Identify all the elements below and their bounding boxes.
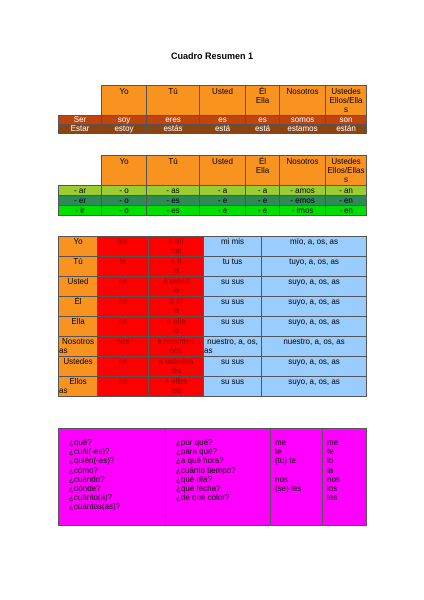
table-row	[59, 297, 367, 317]
table-cell: - en	[326, 206, 367, 216]
table-row	[59, 237, 367, 257]
header-nosotros: Nosotros	[280, 156, 326, 186]
cell-line: nuestro, a, os, as	[283, 337, 345, 346]
cell-line: a usted	[162, 277, 190, 286]
cell-line: Usted	[67, 277, 89, 286]
table-row	[59, 125, 367, 134]
header-yo: Yo	[102, 86, 147, 116]
cell-line: as	[204, 346, 213, 355]
cell-line: se	[118, 357, 128, 366]
list-item: los	[327, 484, 338, 494]
table-cell	[98, 317, 149, 337]
table-cell	[262, 317, 367, 337]
table-cell	[262, 377, 367, 397]
table-cell	[149, 277, 204, 297]
list-item: ¿cuánto(a)?	[69, 493, 113, 503]
pronouns-col-4	[323, 429, 367, 526]
table-cell: eres	[147, 116, 200, 125]
cell-line: suyo, a, os, as	[288, 277, 340, 286]
cell-line: nos	[116, 337, 130, 346]
list-item: ¿para qué?	[176, 447, 217, 457]
corner-cell	[59, 156, 102, 186]
table-row	[59, 357, 367, 377]
cell-line: a él	[169, 297, 183, 306]
cell-line: suyo, a, os, as	[288, 357, 340, 366]
table-cell: - e	[200, 206, 246, 216]
cell-line: se	[118, 277, 128, 286]
table-row	[59, 377, 367, 397]
list-item: (tú) te	[275, 456, 296, 466]
cell-line: tu tus	[222, 257, 243, 266]
row-label: Ser	[59, 116, 102, 125]
row-label	[59, 297, 98, 317]
cell-line: le	[172, 286, 180, 295]
list-item	[275, 466, 322, 475]
question-words-col-1	[59, 429, 166, 526]
table-cell: - a	[200, 186, 246, 196]
header-el: Él	[258, 87, 267, 96]
cell-line: mío, a, os, as	[289, 237, 339, 246]
table-row	[59, 116, 367, 125]
cell-line: te	[119, 257, 127, 266]
list-item: ¿de qué color?	[176, 493, 230, 503]
header-row	[59, 156, 367, 186]
list-item: te	[275, 447, 282, 457]
question-words-col-2	[166, 429, 271, 526]
table-cell	[262, 237, 367, 257]
header-tu: Tú	[147, 156, 200, 186]
table-cell: está	[246, 125, 280, 134]
table-row	[59, 257, 367, 277]
table-cell	[149, 257, 204, 277]
list-item: ¿cuál(-es)?	[69, 447, 110, 457]
pronouns-col-3	[271, 429, 323, 526]
table-cell	[204, 257, 262, 277]
table-cell: - o	[102, 206, 147, 216]
table-cell: - o	[102, 186, 147, 196]
table-cell: - an	[326, 186, 367, 196]
table-cell	[149, 357, 204, 377]
table-cell: - e	[200, 196, 246, 206]
cell-line: suyo, a, os, as	[288, 297, 340, 306]
table-cell: - e	[246, 206, 280, 216]
cell-line: a mí	[168, 237, 184, 246]
question-words-table	[58, 428, 367, 526]
cell-line: a ti	[170, 257, 182, 266]
row-label	[59, 377, 98, 397]
ser-estar-table	[58, 85, 367, 134]
cell-line: suyo, a, os, as	[288, 377, 340, 386]
list-item: la	[327, 465, 334, 475]
list-item: ¿a qué hora?	[176, 456, 224, 466]
cell-line: a nosotros	[157, 337, 195, 346]
list-item: ¿dónde?	[69, 484, 101, 494]
row-label: - ar	[59, 186, 102, 196]
table-cell	[204, 377, 262, 397]
cell-line: le	[172, 326, 180, 335]
list-item: ¿cuánto tiempo?	[176, 465, 236, 475]
header-tu: Tú	[147, 86, 200, 116]
cell-line: a ella	[166, 317, 186, 326]
list-item: ¿cómo?	[69, 465, 98, 475]
table-cell: - es	[147, 206, 200, 216]
list-item: me	[275, 438, 287, 447]
cell-line: a ustedes	[158, 357, 194, 366]
table-cell	[149, 337, 204, 357]
cell-line: me	[117, 237, 129, 246]
header-nosotros: Nosotros	[280, 86, 326, 116]
table-row	[59, 317, 367, 337]
table-cell: - a	[246, 186, 280, 196]
table-cell: - en	[326, 196, 367, 206]
table-row	[59, 196, 367, 206]
row-label	[59, 237, 98, 257]
cell-line: su sus	[220, 377, 245, 386]
list-item: las	[327, 493, 338, 503]
cell-line: suyo, a, os, as	[288, 317, 340, 326]
cell-line: su sus	[220, 357, 245, 366]
header-ustedes: Ustedes Ellos/Ella s	[326, 86, 367, 116]
table-cell	[262, 277, 367, 297]
row-label: Estar	[59, 125, 102, 134]
table-cell: - es	[147, 196, 200, 206]
cell-line: me	[170, 246, 182, 255]
cell-line: tuyo, a, os, as	[289, 257, 339, 266]
table-cell	[262, 257, 367, 277]
cell-line: Yo	[73, 237, 83, 246]
cell-line: te	[172, 266, 180, 275]
table-cell: - o	[102, 196, 147, 206]
cell-line: Nosotros	[61, 337, 94, 346]
cell-line: Ella	[71, 317, 85, 326]
cell-line: les	[170, 366, 182, 375]
row-label	[59, 357, 98, 377]
table-cell: somos	[280, 116, 326, 125]
table-cell: están	[326, 125, 367, 134]
list-item: ¿por qué?	[176, 438, 213, 447]
cell-line: as	[59, 386, 68, 395]
list-item: lo	[327, 456, 334, 466]
table-cell	[98, 377, 149, 397]
table-cell	[204, 297, 262, 317]
table-cell	[204, 337, 262, 357]
table-cell	[149, 317, 204, 337]
header-ustedes: Ustedes Ellos/Ellas s	[326, 156, 367, 186]
header-row	[59, 86, 367, 116]
header-yo: Yo	[102, 156, 147, 186]
table-cell: - e	[246, 196, 280, 206]
cell-line: Él	[74, 297, 82, 306]
cell-line: su sus	[220, 277, 245, 286]
table-cell	[149, 377, 204, 397]
table-cell: - as	[147, 186, 200, 196]
row-label: - ir	[59, 206, 102, 216]
row-label	[59, 337, 98, 357]
cell-line: Tú	[73, 257, 83, 266]
cell-line: se	[118, 297, 128, 306]
corner-cell	[59, 86, 102, 116]
table-cell	[262, 297, 367, 317]
cell-line: se	[118, 317, 128, 326]
table-cell	[262, 357, 367, 377]
row-label	[59, 277, 98, 297]
cell-line: nuestro, a, os,	[207, 337, 258, 346]
table-row	[59, 186, 367, 196]
table-cell	[149, 237, 204, 257]
header-usted: Usted	[200, 86, 246, 116]
pronouns-table	[58, 236, 367, 397]
list-item: ¿qué?	[69, 438, 92, 447]
cell-line: nos	[169, 346, 183, 355]
header-usted: Usted	[200, 156, 246, 186]
table-cell	[204, 237, 262, 257]
table-cell: - emos	[280, 196, 326, 206]
table-cell	[98, 257, 149, 277]
table-cell: es	[246, 116, 280, 125]
row-label	[59, 317, 98, 337]
list-item: nos	[275, 474, 288, 484]
cell-line: Ustedes	[63, 357, 93, 366]
list-item: ¿qué día?	[176, 474, 213, 484]
table-row	[59, 206, 367, 216]
table-cell: es	[200, 116, 246, 125]
cell-line: le	[172, 306, 180, 315]
cell-line: se	[118, 377, 128, 386]
page-title: Cuadro Resumen 1	[170, 51, 254, 61]
table-cell	[98, 277, 149, 297]
table-cell	[204, 277, 262, 297]
list-item: te	[327, 447, 334, 457]
row-label	[59, 257, 98, 277]
table-cell: estamos	[280, 125, 326, 134]
table-cell: son	[326, 116, 367, 125]
list-item: ¿quién(-es)?	[69, 456, 115, 466]
table-row	[59, 337, 367, 357]
list-item: ¿qué fecha?	[176, 484, 221, 494]
cell-line: su sus	[220, 317, 245, 326]
table-cell	[204, 317, 262, 337]
header-el-ella: Él Ella	[246, 156, 280, 186]
table-cell: está	[200, 125, 246, 134]
table-cell: soy	[102, 116, 147, 125]
header-ella: Ella	[255, 96, 270, 105]
list-item: ¿cuántos(as)?	[69, 502, 121, 512]
table-cell	[262, 337, 367, 357]
table-cell: estoy	[102, 125, 147, 134]
cell-line: su sus	[220, 297, 245, 306]
table-cell	[204, 357, 262, 377]
cell-line: a ellos	[164, 377, 188, 386]
table-cell: - imos	[280, 206, 326, 216]
cell-line: Ellos	[69, 377, 87, 386]
list-item: nos	[327, 474, 340, 484]
cell-line: as	[59, 346, 68, 355]
table-cell: estás	[147, 125, 200, 134]
header-el-ella	[246, 86, 280, 116]
table-row	[59, 277, 367, 297]
table-cell: - amos	[280, 186, 326, 196]
list-item: ¿cuándo?	[69, 474, 105, 484]
list-item: (se) les	[275, 484, 302, 494]
verb-endings-table	[58, 155, 367, 216]
table-cell	[149, 297, 204, 317]
table-cell	[98, 237, 149, 257]
table-row	[59, 429, 367, 526]
table-cell	[98, 297, 149, 317]
row-label: - er	[59, 196, 102, 206]
cell-line: mi mis	[220, 237, 245, 246]
list-item: me	[327, 438, 339, 447]
table-cell	[98, 357, 149, 377]
table-cell	[98, 337, 149, 357]
cell-line: les	[170, 386, 182, 395]
